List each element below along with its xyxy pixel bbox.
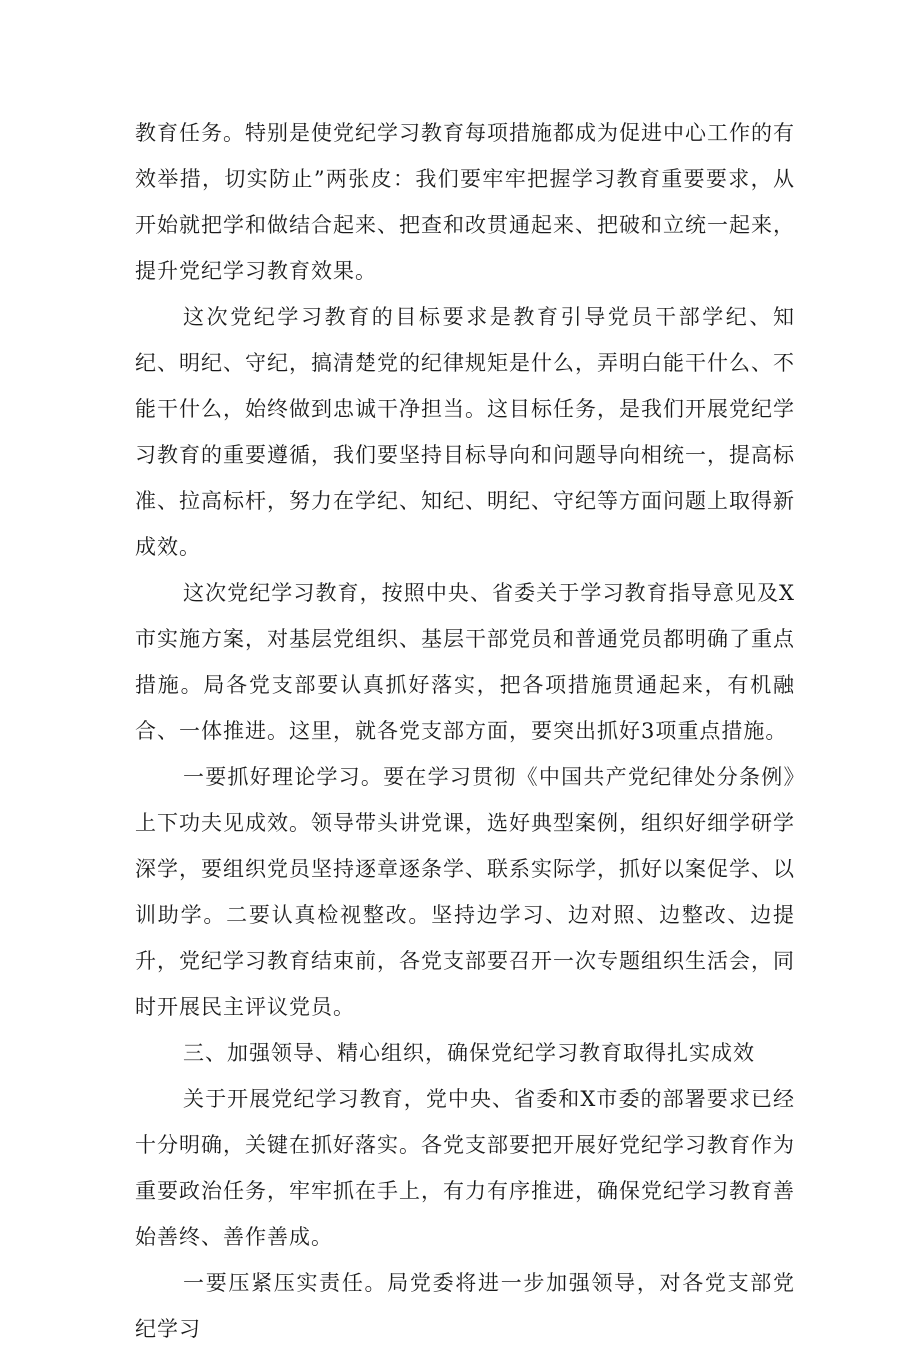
paragraph-5: 关于开展党纪学习教育，党中央、省委和X市委的部署要求已经十分明确，关键在抓好落实。各党支部要把开展好党纪学习教育作为重要政治任务，牢牢抓在手上，有力有序推进，确保党纪学习教育善始善终、善作善成。	[135, 1087, 795, 1249]
paragraph-3: 这次党纪学习教育，按照中央、省委关于学习教育指导意见及X市实施方案，对基层党组织、基层干部党员和普通党员都明确了重点措施。局各党支部要认真抓好落实，把各项措施贯通起来，有机融合、一体推进。这里，就各党支部方面，要突出抓好3项重点措施。	[135, 581, 795, 743]
document-body	[135, 110, 795, 1352]
section-heading-3: 三、加强领导、精心组织，确保党纪学习教育取得扎实成效	[183, 1041, 755, 1065]
paragraph-4: 一要抓好理论学习。要在学习贯彻《中国共产党纪律处分条例》上下功夫见成效。领导带头讲党课，选好典型案例，组织好细学研学深学，要组织党员坚持逐章逐条学、联系实际学，抓好以案促学、以训助学。二要认真检视整改。坚持边学习、边对照、边整改、边提升，党纪学习教育结束前，各党支部要召开一次专题组织生活会，同时开展民主评议党员。	[135, 765, 795, 1019]
paragraph-1: 教育任务。特别是使党纪学习教育每项措施都成为促进中心工作的有效举措，切实防止”两张皮：我们要牢牢把握学习教育重要要求，从开始就把学和做结合起来、把查和改贯通起来、把破和立统一起来，提升党纪学习教育效果。	[135, 121, 795, 283]
paragraph-6: 一要压紧压实责任。局党委将进一步加强领导，对各党支部党纪学习	[135, 1271, 795, 1341]
paragraph-2: 这次党纪学习教育的目标要求是教育引导党员干部学纪、知纪、明纪、守纪，搞清楚党的纪律规矩是什么，弄明白能干什么、不能干什么，始终做到忠诚干净担当。这目标任务，是我们开展党纪学习教育的重要遵循，我们要坚持目标导向和问题导向相统一，提高标准、拉高标杆，努力在学纪、知纪、明纪、守纪等方面问题上取得新成效。	[135, 305, 795, 559]
